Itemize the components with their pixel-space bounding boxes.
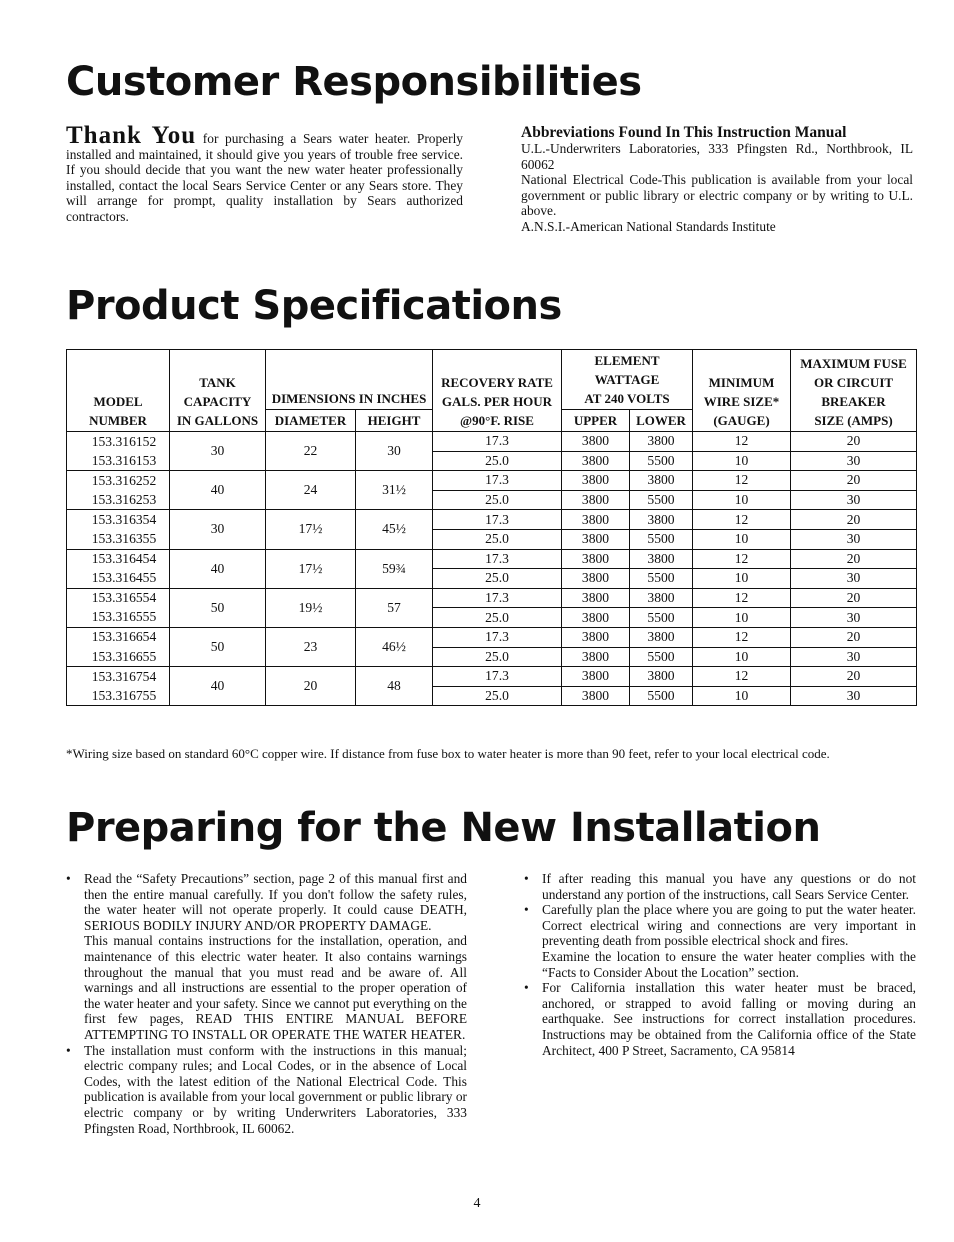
table-header [67,350,917,432]
bullet-icon: • [524,871,529,886]
model-number-cell: 153.316152 [67,432,170,452]
diameter-cell: 20 [266,667,356,706]
wire-size-cell: 12 [693,549,791,569]
lower-wattage-cell: 5500 [630,569,693,589]
diameter-cell: 22 [266,432,356,471]
preparing-left-list [66,871,467,1136]
lower-wattage-cell: 3800 [630,667,693,687]
wire-size-cell: 12 [693,510,791,530]
header-model: MODEL NUMBER [67,350,170,432]
height-cell: 57 [356,588,433,627]
height-cell: 48 [356,667,433,706]
upper-wattage-cell: 3800 [562,432,630,452]
upper-wattage-cell: 3800 [562,490,630,510]
bullet-text: Carefully plan the place where you are going to put the water heater. Correct electrical wiring and connections are very important in preventing death from possible electrical shock and fires. [542,902,916,949]
model-number-cell: 153.316455 [67,569,170,589]
wire-size-cell: 10 [693,686,791,706]
upper-wattage-cell: 3800 [562,686,630,706]
height-cell: 45½ [356,510,433,549]
wire-size-cell: 12 [693,667,791,687]
table-row [67,432,917,452]
model-number-cell: 153.316253 [67,490,170,510]
header-fuse-size: MAXIMUM FUSE OR CIRCUIT BREAKER SIZE (AMPS) [791,350,917,432]
table-row [67,667,917,687]
wire-size-cell: 12 [693,432,791,452]
diameter-cell: 17½ [266,510,356,549]
wire-size-cell: 12 [693,471,791,491]
lower-wattage-cell: 3800 [630,588,693,608]
lower-wattage-cell: 5500 [630,647,693,667]
product-specifications-heading: Product Specifications [66,283,562,329]
bullet-text: Read the “Safety Precautions” section, page 2 of this manual first and then the entire manual carefully. If you don't follow the safety rules, the water heater will not operate properly. It could cause DEATH, SERIOUS BODILY INJURY AND/OR PROPERTY DAMAGE. [84,871,467,933]
upper-wattage-cell: 3800 [562,608,630,628]
bullet-item [524,980,916,1058]
recovery-rate-cell: 25.0 [433,529,562,549]
lower-wattage-cell: 5500 [630,490,693,510]
bullet-text: For California installation this water heater must be braced, anchored, or strapped to avoid falling or moving during an earthquake. See instructions for correct installation procedures. Instructions may be obtained from the California office of the State Architect, 400 P Street, Sacramento, CA 95814 [542,980,916,1058]
wire-size-cell: 10 [693,490,791,510]
recovery-rate-cell: 25.0 [433,647,562,667]
fuse-size-cell: 30 [791,451,917,471]
upper-wattage-cell: 3800 [562,529,630,549]
recovery-rate-cell: 25.0 [433,490,562,510]
tank-capacity-cell: 40 [170,667,266,706]
fuse-size-cell: 30 [791,647,917,667]
bullet-text: If after reading this manual you have any questions or do not understand any portion of the instructions, call Sears Service Center. [542,871,916,902]
lower-wattage-cell: 5500 [630,608,693,628]
upper-wattage-cell: 3800 [562,569,630,589]
preparing-installation-heading: Preparing for the New Installation [66,805,821,851]
upper-wattage-cell: 3800 [562,627,630,647]
model-number-cell: 153.316454 [67,549,170,569]
abbreviation-ul: U.L.-Underwriters Laboratories, 333 Pfingsten Rd., Northbrook, IL 60062 [521,141,913,172]
model-number-cell: 153.316555 [67,608,170,628]
abbreviations-block [521,124,913,235]
fuse-size-cell: 30 [791,569,917,589]
bullet-icon: • [66,871,71,886]
model-number-cell: 153.316654 [67,627,170,647]
recovery-rate-cell: 17.3 [433,588,562,608]
table-body [67,432,917,706]
model-number-cell: 153.316754 [67,667,170,687]
lower-wattage-cell: 5500 [630,529,693,549]
tank-capacity-cell: 30 [170,432,266,471]
tank-capacity-cell: 40 [170,471,266,510]
header-diameter: DIAMETER [266,410,356,432]
wire-size-cell: 10 [693,451,791,471]
thank-you-text: for purchasing a Sears water heater. Properly installed and maintained, it should give you years of trouble free service. If you should decide that you want the new water heater professionally installed, contact the local Sears Service Center or any Sears store. They will arrange for prompt, quality installation by Sears authorized contractors. [66,131,463,224]
table-row [67,627,917,647]
lower-wattage-cell: 3800 [630,510,693,530]
lower-wattage-cell: 5500 [630,686,693,706]
recovery-rate-cell: 17.3 [433,471,562,491]
height-cell: 46½ [356,627,433,666]
header-wire-size: MINIMUM WIRE SIZE* (GAUGE) [693,350,791,432]
wire-size-cell: 10 [693,608,791,628]
tank-capacity-cell: 40 [170,549,266,588]
recovery-rate-cell: 25.0 [433,686,562,706]
header-dimensions: DIMENSIONS IN INCHES [266,350,433,410]
diameter-cell: 23 [266,627,356,666]
header-lower: LOWER [630,410,693,432]
height-cell: 59¾ [356,549,433,588]
diameter-cell: 17½ [266,549,356,588]
tank-capacity-cell: 30 [170,510,266,549]
fuse-size-cell: 20 [791,627,917,647]
lower-wattage-cell: 3800 [630,549,693,569]
table-row [67,471,917,491]
lower-wattage-cell: 3800 [630,627,693,647]
height-cell: 30 [356,432,433,471]
fuse-size-cell: 20 [791,471,917,491]
header-height: HEIGHT [356,410,433,432]
header-element-wattage: ELEMENT WATTAGE AT 240 VOLTS [562,350,693,410]
wiring-footnote: *Wiring size based on standard 60°C copper wire. If distance from fuse box to water heater is more than 90 feet, refer to your local electrical code. [66,746,830,761]
recovery-rate-cell: 25.0 [433,569,562,589]
bullet-icon: • [524,980,529,996]
bullet-icon: • [66,1042,71,1058]
model-number-cell: 153.316554 [67,588,170,608]
fuse-size-cell: 20 [791,432,917,452]
bullet-item [66,1043,467,1137]
upper-wattage-cell: 3800 [562,647,630,667]
fuse-size-cell: 30 [791,608,917,628]
diameter-cell: 24 [266,471,356,510]
recovery-rate-cell: 17.3 [433,510,562,530]
fuse-size-cell: 20 [791,510,917,530]
preparing-right-list [524,871,916,1058]
fuse-size-cell: 30 [791,529,917,549]
upper-wattage-cell: 3800 [562,451,630,471]
abbreviation-nec: National Electrical Code-This publication is available from your local government or public library or electric company or by writing to U.L. above. [521,172,913,219]
recovery-rate-cell: 25.0 [433,608,562,628]
recovery-rate-cell: 17.3 [433,667,562,687]
table-row [67,549,917,569]
recovery-rate-cell: 17.3 [433,549,562,569]
lower-wattage-cell: 3800 [630,432,693,452]
height-cell: 31½ [356,471,433,510]
upper-wattage-cell: 3800 [562,549,630,569]
recovery-rate-cell: 25.0 [433,451,562,471]
model-number-cell: 153.316252 [67,471,170,491]
thank-you-lead: Thank You [66,122,197,149]
lower-wattage-cell: 3800 [630,471,693,491]
bullet-subparagraph: Examine the location to ensure the water heater complies with the “Facts to Consider About the Location” section. [542,948,916,980]
model-number-cell: 153.316755 [67,686,170,706]
table-row [67,510,917,530]
recovery-rate-cell: 17.3 [433,432,562,452]
abbreviations-heading: Abbreviations Found In This Instruction Manual [521,124,847,141]
header-upper: UPPER [562,410,630,432]
bullet-item [524,871,916,902]
recovery-rate-cell: 17.3 [433,627,562,647]
model-number-cell: 153.316354 [67,510,170,530]
lower-wattage-cell: 5500 [630,451,693,471]
upper-wattage-cell: 3800 [562,588,630,608]
upper-wattage-cell: 3800 [562,510,630,530]
bullet-icon: • [524,902,529,918]
fuse-size-cell: 30 [791,490,917,510]
tank-capacity-cell: 50 [170,627,266,666]
wire-size-cell: 10 [693,647,791,667]
page-number: 4 [473,1196,481,1211]
bullet-subparagraph: This manual contains instructions for the installation, operation, and maintenance of this electric water heater. It also contains warnings throughout the manual that you must read and be aware of. All warnings and all instructions are essential to the proper operation of the water heater and your safety. Since we cannot put everything on the first few pages, READ THIS ENTIRE MANUAL BEFORE ATTEMPTING TO INSTALL OR OPERATE THE WATER HEATER. [84,933,467,1042]
fuse-size-cell: 20 [791,667,917,687]
wire-size-cell: 10 [693,569,791,589]
header-recovery-rate: RECOVERY RATE GALS. PER HOUR @90°F. RISE [433,350,562,432]
fuse-size-cell: 20 [791,588,917,608]
bullet-text: The installation must conform with the instructions in this manual; electric company rules; and Local Codes, or in the absence of Local Codes, with the latest edition of the National Electrical Code. This publication is available from your local government or public library or electric company or by writing Underwriters Laboratories, 333 Pfingsten Road, Northbrook, IL 60062. [84,1042,468,1136]
fuse-size-cell: 30 [791,686,917,706]
diameter-cell: 19½ [266,588,356,627]
header-tank-capacity: TANK CAPACITY IN GALLONS [170,350,266,432]
customer-responsibilities-heading: Customer Responsibilities [66,59,642,105]
upper-wattage-cell: 3800 [562,667,630,687]
bullet-item [524,902,916,980]
fuse-size-cell: 20 [791,549,917,569]
wire-size-cell: 12 [693,588,791,608]
bullet-item [66,871,467,1043]
table-row [67,588,917,608]
specifications-table [66,349,917,706]
model-number-cell: 153.316655 [67,647,170,667]
model-number-cell: 153.316355 [67,529,170,549]
abbreviation-ansi: A.N.S.I.-American National Standards Institute [521,218,776,234]
upper-wattage-cell: 3800 [562,471,630,491]
thank-you-paragraph [66,122,463,225]
tank-capacity-cell: 50 [170,588,266,627]
wire-size-cell: 10 [693,529,791,549]
wire-size-cell: 12 [693,627,791,647]
model-number-cell: 153.316153 [67,451,170,471]
